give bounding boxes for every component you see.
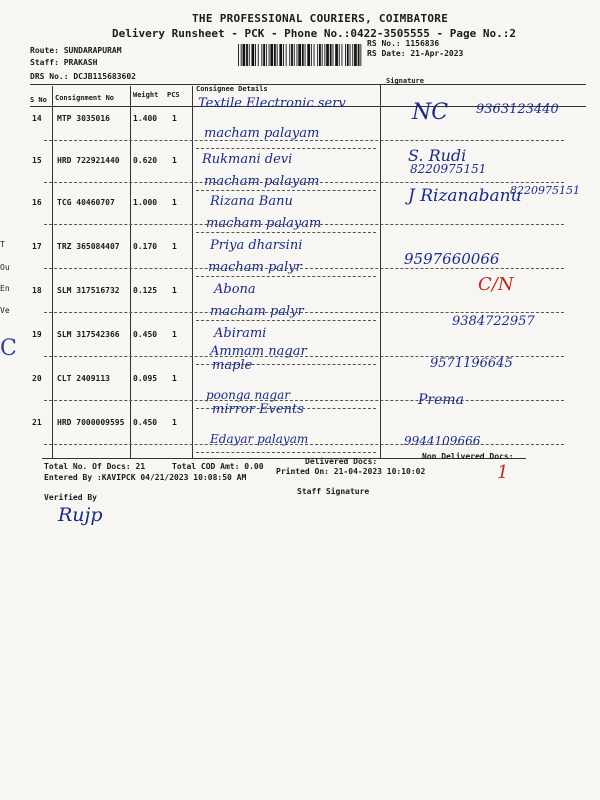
- margin-fragment: En: [0, 284, 10, 293]
- col-header-sno: S No: [30, 96, 47, 104]
- row-separator: [44, 444, 564, 445]
- total-cod: Total COD Amt: 0.00: [172, 462, 264, 471]
- consignee-address: Ammam nagar: [210, 344, 307, 359]
- row-weight: 0.095: [133, 374, 158, 383]
- company-title: THE PROFESSIONAL COURIERS, COIMBATORE: [192, 12, 449, 25]
- address-underline: [196, 232, 376, 233]
- row-sno: 19: [32, 330, 42, 339]
- address-underline: [196, 320, 376, 321]
- row-weight: 0.450: [133, 418, 158, 427]
- col-header-consignment: Consignment No: [55, 94, 115, 102]
- receiver-signature: S. Rudi: [408, 146, 467, 165]
- consignee-address: macham palayam: [206, 216, 322, 231]
- address-underline: [196, 190, 376, 191]
- row-pcs: 1: [172, 374, 177, 383]
- address-underline: [196, 148, 376, 149]
- row-sno: 15: [32, 156, 42, 165]
- row-pcs: 1: [172, 286, 177, 295]
- receiver-phone: 9363123440: [476, 102, 559, 117]
- row-weight: 0.620: [133, 156, 158, 165]
- row-separator: [44, 400, 564, 401]
- consignee-address: macham palayam: [204, 126, 320, 141]
- row-sno: 17: [32, 242, 42, 251]
- receiver-phone: 9384722957: [452, 314, 535, 329]
- receiver-phone: 9944109666: [404, 434, 481, 448]
- col-header-weight: Weight: [133, 91, 159, 99]
- row-separator: [44, 182, 564, 183]
- delivered-docs: Delivered Docs:: [305, 457, 378, 466]
- margin-fragment: Ve: [0, 306, 10, 315]
- consignee-address: Edayar palayam: [210, 432, 309, 446]
- consignee-name: mirror Events: [212, 402, 304, 417]
- consignee-address: poonga nagar: [206, 388, 290, 402]
- receiver-signature: Prema: [418, 392, 465, 408]
- column-divider: [130, 86, 131, 458]
- total-docs: Total No. Of Docs: 21: [44, 462, 146, 471]
- staff-signature-label: Staff Signature: [297, 487, 370, 496]
- route-label: Route: SUNDARAPURAM: [30, 46, 122, 55]
- row-weight: 1.400: [133, 114, 158, 123]
- verifier-signature: Rujp: [58, 504, 103, 526]
- row-pcs: 1: [172, 114, 177, 123]
- row-pcs: 1: [172, 330, 177, 339]
- row-consignment-no: SLM 317542366: [57, 330, 120, 339]
- address-underline: [196, 276, 376, 277]
- row-sno: 14: [32, 114, 42, 123]
- consignee-name: Abirami: [214, 326, 267, 341]
- consignee-name: Rizana Banu: [210, 194, 293, 209]
- row-consignment-no: MTP 3035016: [57, 114, 110, 123]
- receiver-signature: J Rizanabanu: [408, 186, 522, 206]
- consignee-name: Rukmani devi: [202, 152, 293, 167]
- row-weight: 0.125: [133, 286, 158, 295]
- row-weight: 0.450: [133, 330, 158, 339]
- row-pcs: 1: [172, 242, 177, 251]
- col-header-signature: Signature: [386, 77, 424, 85]
- margin-fragment: Ou: [0, 263, 10, 272]
- staff-label: Staff: PRAKASH: [30, 58, 98, 67]
- non-delivered-mark: 1: [497, 462, 509, 483]
- row-sno: 20: [32, 374, 42, 383]
- row-separator: [44, 140, 564, 141]
- consignee-name: Textile Electronic serv: [198, 96, 346, 111]
- row-sno: 21: [32, 418, 42, 427]
- col-header-pcs: PCS: [167, 91, 180, 99]
- row-weight: 0.170: [133, 242, 158, 251]
- row-pcs: 1: [172, 418, 177, 427]
- margin-fragment: C: [0, 336, 17, 361]
- row-pcs: 1: [172, 198, 177, 207]
- address-underline: [196, 452, 376, 453]
- row-consignment-no: CLT 2409113: [57, 374, 110, 383]
- consignee-address: macham palyr: [210, 304, 304, 319]
- col-header-consignee: Consignee Details: [196, 85, 268, 93]
- receiver-phone: 8220975151: [410, 162, 487, 176]
- row-consignment-no: TRZ 365084407: [57, 242, 120, 251]
- verified-by-label: Verified By: [44, 493, 97, 502]
- row-sno: 16: [32, 198, 42, 207]
- row-pcs: 1: [172, 156, 177, 165]
- entered-by: Entered By :KAVIPCK 04/21/2023 10:08:50 AM: [44, 473, 247, 482]
- rs-number: RS No.: 1156836: [367, 39, 440, 48]
- non-delivered-docs: Non Delivered Docs:: [422, 452, 514, 461]
- row-consignment-no: SLM 317516732: [57, 286, 120, 295]
- row-separator: [44, 312, 564, 313]
- receiver-signature: NC: [412, 100, 449, 125]
- barcode: [238, 44, 364, 66]
- consignee-name: maple: [212, 358, 253, 373]
- column-divider: [192, 86, 193, 458]
- consignee-address: macham palayam: [204, 174, 320, 189]
- table-top-rule: [30, 84, 586, 85]
- row-separator: [44, 268, 564, 269]
- rs-date: RS Date: 21-Apr-2023: [367, 49, 464, 58]
- margin-fragment: T: [0, 240, 5, 249]
- receiver-phone: 9597660066: [404, 250, 500, 268]
- printed-on: Printed On: 21-04-2023 10:10:02: [276, 467, 426, 476]
- receiver-phone: 8220975151: [510, 184, 580, 197]
- row-consignment-no: HRD 7000009595: [57, 418, 125, 427]
- row-sno: 18: [32, 286, 42, 295]
- drs-number: DRS No.: DCJB115683602: [30, 72, 136, 81]
- row-consignment-no: TCG 40460707: [57, 198, 115, 207]
- receiver-phone: 9571196645: [430, 356, 513, 371]
- row-separator: [44, 224, 564, 225]
- row-consignment-no: HRD 722921440: [57, 156, 120, 165]
- consignee-name: Priya dharsini: [210, 238, 303, 253]
- consignee-address: macham palyr: [208, 260, 302, 275]
- column-divider: [52, 86, 53, 458]
- receiver-signature: C/N: [478, 274, 514, 295]
- row-weight: 1.000: [133, 198, 158, 207]
- consignee-name: Abona: [214, 282, 256, 297]
- runsheet-subtitle: Delivery Runsheet - PCK - Phone No.:0422-3505555 - Page No.:2: [112, 27, 516, 40]
